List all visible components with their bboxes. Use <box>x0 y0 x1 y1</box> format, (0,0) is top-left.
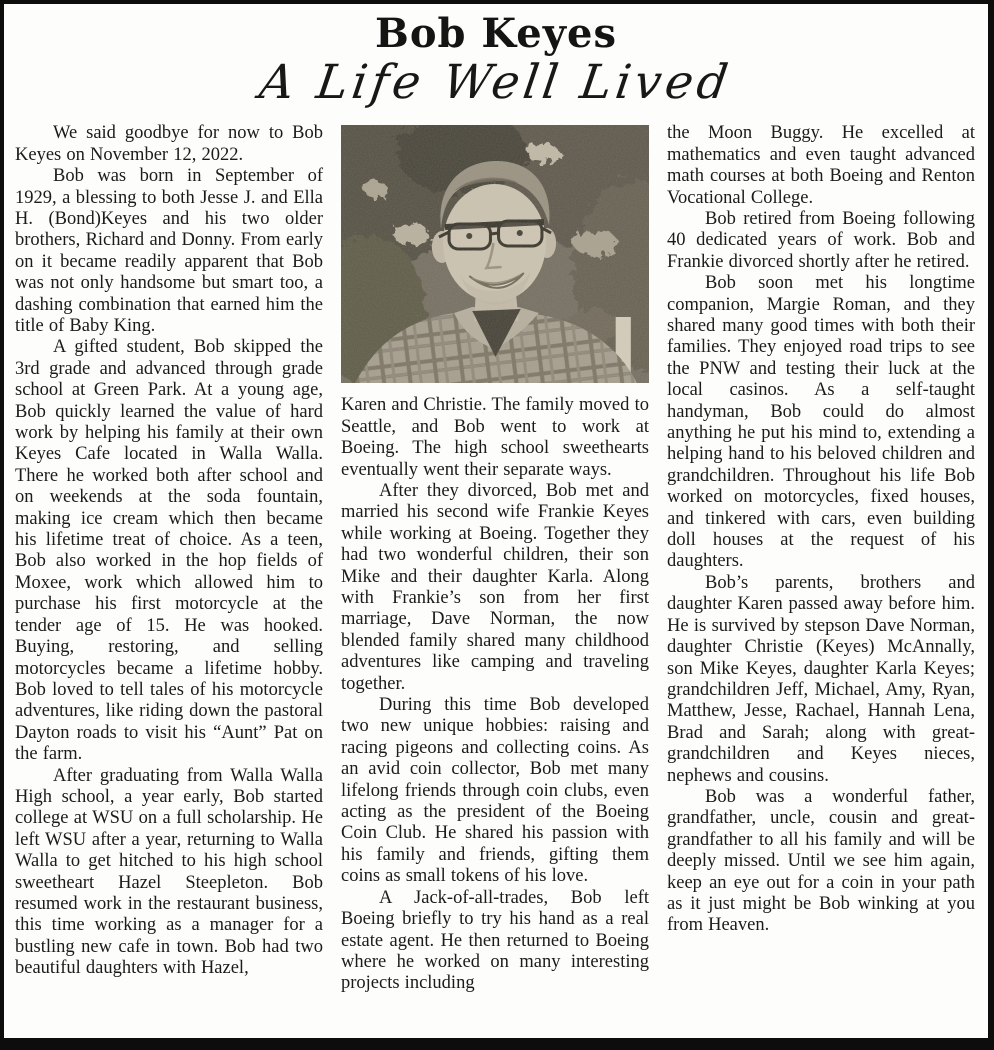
paragraph: Bob’s parents, brothers and daughter Karen passed away before him. He is survived by stepson Dave Norman, daughter Christie (Keyes) McAnnally, son Mike Keyes, daughter Karla Keyes; grandchildren Jeff, Michael, Amy, Ryan, Matthew, Jesse, Rachael, Hannah Lena, Brad and Sarah; along with great-grandchildren and Keyes nieces, nephews and cousins. <box>667 572 975 786</box>
subtitle-wrap <box>4 55 988 110</box>
page-title: Bob Keyes <box>375 10 617 57</box>
paragraph: A gifted student, Bob skipped the 3rd grade and advanced through grade school at Green Park. At a young age, Bob quickly learned the value of hard work by helping his family at their own Keyes Cafe located in Walla Walla. There he worked both after school and on weekends at the soda fountain, making ice cream which then became his lifetime treat of choice. As a teen, Bob also worked in the hop fields of Moxee, work which allowed him to purchase his first motorcycle at the tender age of 15. He was hooked. Buying, restoring, and selling motorcycles became a lifetime hobby. Bob loved to tell tales of his motorcycle adventures, like riding down the pastoral Dayton roads to visit his “Aunt” Pat on the farm. <box>15 337 323 765</box>
paragraph: After graduating from Walla Walla High school, a year early, Bob started college at WSU on a full scholarship. He left WSU after a year, returning to Walla Walla to get hitched to his high school sweetheart Hazel Steepleton. Bob resumed work in the restaurant business, this time working as a manager for a bustling new cafe in town. Bob had two beautiful daughters with Hazel, <box>15 765 323 979</box>
page-subtitle: A Life Well Lived <box>256 55 736 110</box>
masthead <box>4 4 988 110</box>
paragraph: Karen and Christie. The family moved to Seattle, and Bob went to work at Boeing. The high school sweethearts eventually went their separate ways. <box>341 395 649 480</box>
paragraph: Bob was a wonderful father, grandfather, uncle, cousin and great-grandfather to all his family and will be deeply missed. Until we see him again, keep an eye out for a coin in your path as it just might be Bob winking at you from Heaven. <box>667 786 975 936</box>
paragraph: After they divorced, Bob met and married his second wife Frankie Keyes while working at Boeing. Together they had two wonderful children, their son Mike and their daughter Karla. Along with Frankie’s son from her first marriage, Dave Norman, the now blended family shared many childhood adventures like camping and traveling together. <box>341 480 649 694</box>
paragraph: A Jack-of-all-trades, Bob left Boeing briefly to try his hand as a real estate agent. He then returned to Boeing where he worked on many interesting projects including <box>341 887 649 994</box>
paragraph: Bob was born in September of 1929, a blessing to both Jesse J. and Ella H. (Bond)Keyes and his two older brothers, Richard and Donny. From early on it became readily apparent that Bob was not only handsome but smart too, a dashing combination that earned him the title of Baby King. <box>15 166 323 336</box>
portrait-photo-image <box>341 125 649 383</box>
column-right <box>667 123 975 994</box>
portrait-photo <box>341 125 649 383</box>
paragraph: We said goodbye for now to Bob Keyes on November 12, 2022. <box>15 123 323 165</box>
column-left <box>15 123 323 994</box>
paragraph: Bob retired from Boeing following 40 dedicated years of work. Bob and Frankie divorced shortly after he retired. <box>667 208 975 272</box>
article-columns <box>4 107 988 994</box>
column-middle <box>341 123 649 994</box>
paragraph: During this time Bob developed two new unique hobbies: raising and racing pigeons and collecting coins. As an avid coin collector, Bob met many lifelong friends through coin clubs, even acting as the president of the Boeing Coin Club. He shared his passion with his family and friends, gifting them coins as small tokens of his love. <box>341 695 649 887</box>
paragraph: Bob soon met his longtime companion, Margie Roman, and they shared many good times with both their families. They enjoyed road trips to see the PNW and testing their luck at the local casinos. As a self-taught handyman, Bob could do almost anything he put his mind to, extending a helping hand to his beloved children and grandchildren. Throughout his life Bob worked on motorcycles, fixed houses, and tinkered with cars, even building doll houses at the request of his daughters. <box>667 273 975 572</box>
paragraph: the Moon Buggy. He excelled at mathematics and even taught advanced math courses at both Boeing and Renton Vocational College. <box>667 123 975 208</box>
